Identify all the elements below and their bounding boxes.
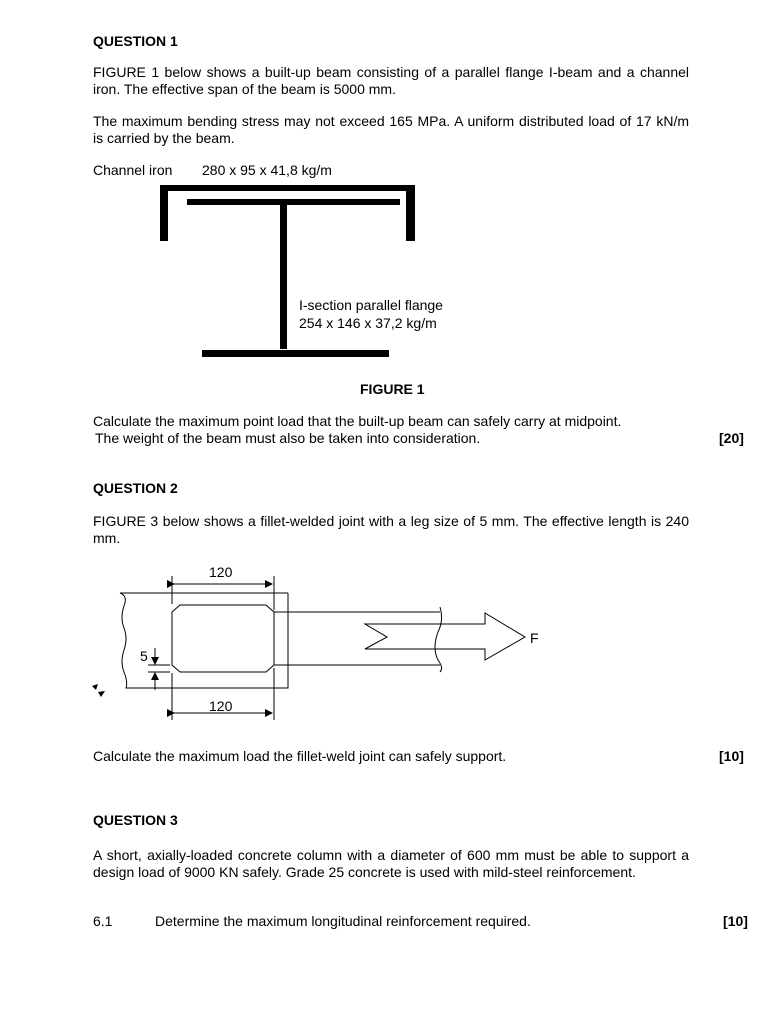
force-label: F	[530, 630, 539, 646]
weld-dimension-top: 120	[209, 564, 233, 580]
break-line	[435, 607, 442, 672]
question-2-task: Calculate the maximum load the fillet-weld joint can safely support.	[93, 748, 507, 764]
question-3-marks: [10]	[723, 913, 748, 929]
figure-1-caption: FIGURE 1	[360, 381, 425, 397]
question-1-stress-text: The maximum bending stress may not exceed 165 MPa. A uniform distributed load of 17 kN/m is carried by the beam.	[93, 113, 689, 146]
figure-1-beam-diagram	[150, 180, 430, 362]
lapped-plate	[172, 605, 274, 672]
question-3-item-text: Determine the maximum longitudinal reinforcement required.	[155, 913, 531, 929]
question-1-task-line-1: Calculate the maximum point load that the built-up beam can safely carry at midpoint.	[93, 413, 622, 429]
base-plate	[120, 593, 288, 688]
channel-web	[160, 185, 415, 191]
question-1-marks: [20]	[719, 430, 744, 446]
stray-mark	[92, 684, 105, 697]
question-2-heading: QUESTION 2	[93, 480, 178, 496]
figure-3-weld-diagram	[80, 560, 560, 725]
channel-iron-size: 280 x 95 x 41,8 kg/m	[202, 162, 332, 178]
question-2-marks: [10]	[719, 748, 744, 764]
isection-bottom-flange	[202, 350, 389, 357]
channel-right-flange	[406, 185, 415, 241]
question-1-intro: FIGURE 1 below shows a built-up beam consisting of a parallel flange I-beam and a channel iron. The effective span of the beam is 5000 mm.	[93, 64, 689, 97]
force-arrow	[365, 613, 525, 660]
question-3-item-number: 6.1	[93, 913, 113, 929]
question-1-task-line-2: The weight of the beam must also be taken into consideration.	[95, 430, 481, 446]
question-1-heading: QUESTION 1	[93, 33, 178, 49]
weld-leg-size: 5	[140, 648, 148, 664]
isection-label: I-section parallel flange	[299, 297, 443, 313]
weld-dimension-bottom: 120	[209, 698, 233, 714]
channel-iron-label: Channel iron	[93, 162, 173, 178]
isection-web	[280, 199, 287, 349]
channel-left-flange	[160, 185, 168, 241]
question-3-heading: QUESTION 3	[93, 812, 178, 828]
question-3-intro: A short, axially-loaded concrete column with a diameter of 600 mm must be able to support a design load of 9000 KN safely. Grade 25 concrete is used with mild-steel reinforcement.	[93, 847, 689, 880]
isection-top-flange	[187, 199, 400, 205]
question-2-intro: FIGURE 3 below shows a fillet-welded joint with a leg size of 5 mm. The effective length is 240 mm.	[93, 513, 689, 546]
isection-size: 254 x 146 x 37,2 kg/m	[299, 315, 437, 331]
